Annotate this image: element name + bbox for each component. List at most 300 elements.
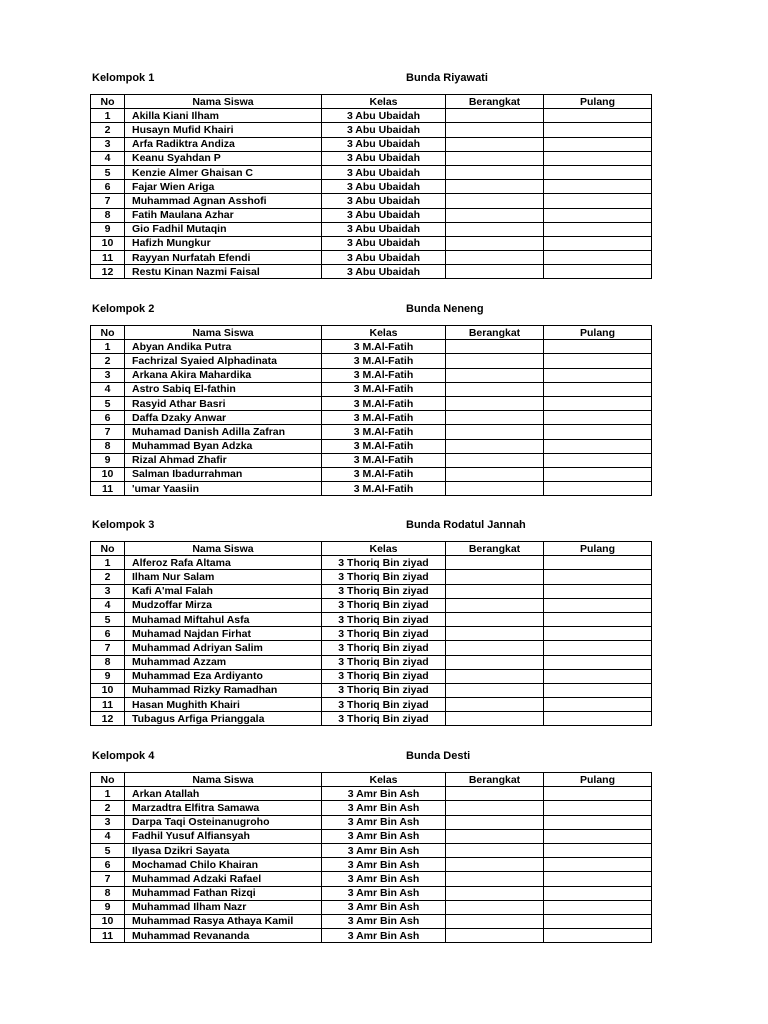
col-header-pulang: Pulang [544, 773, 652, 787]
cell-nama-siswa: Abyan Andika Putra [125, 340, 322, 354]
cell-kelas: 3 Amr Bin Ash [322, 929, 446, 943]
cell-pulang[interactable] [544, 151, 652, 165]
cell-no: 9 [91, 900, 125, 914]
cell-kelas: 3 Thoriq Bin ziyad [322, 598, 446, 612]
cell-kelas: 3 Thoriq Bin ziyad [322, 584, 446, 598]
table-row [91, 858, 652, 872]
cell-kelas: 3 M.Al-Fatih [322, 411, 446, 425]
cell-pulang[interactable] [544, 340, 652, 354]
cell-berangkat[interactable] [446, 340, 544, 354]
cell-no: 6 [91, 858, 125, 872]
cell-berangkat[interactable] [446, 900, 544, 914]
cell-kelas: 3 Amr Bin Ash [322, 801, 446, 815]
cell-pulang[interactable] [544, 354, 652, 368]
cell-no: 3 [91, 815, 125, 829]
cell-no: 12 [91, 712, 125, 726]
cell-kelas: 3 Abu Ubaidah [322, 222, 446, 236]
cell-pulang[interactable] [544, 208, 652, 222]
cell-pulang[interactable] [544, 598, 652, 612]
col-header-pulang: Pulang [544, 326, 652, 340]
group-teacher: Bunda Rodatul Jannah [406, 519, 526, 531]
cell-no: 11 [91, 929, 125, 943]
cell-nama-siswa: Tubagus Arfiga Prianggala [125, 712, 322, 726]
table-row [91, 570, 652, 584]
cell-kelas: 3 Amr Bin Ash [322, 858, 446, 872]
group-name: Kelompok 3 [92, 519, 155, 531]
table-row [91, 712, 652, 726]
col-header-no: No [91, 542, 125, 556]
cell-pulang[interactable] [544, 368, 652, 382]
cell-kelas: 3 M.Al-Fatih [322, 340, 446, 354]
cell-berangkat[interactable] [446, 396, 544, 410]
table-row [91, 655, 652, 669]
col-header-nama-siswa: Nama Siswa [125, 773, 322, 787]
col-header-no: No [91, 773, 125, 787]
cell-kelas: 3 Thoriq Bin ziyad [322, 641, 446, 655]
cell-berangkat[interactable] [446, 598, 544, 612]
cell-pulang[interactable] [544, 627, 652, 641]
cell-berangkat[interactable] [446, 570, 544, 584]
table-row [91, 340, 652, 354]
cell-kelas: 3 Thoriq Bin ziyad [322, 612, 446, 626]
col-header-kelas: Kelas [322, 773, 446, 787]
cell-pulang[interactable] [544, 858, 652, 872]
cell-kelas: 3 Abu Ubaidah [322, 208, 446, 222]
cell-kelas: 3 Thoriq Bin ziyad [322, 570, 446, 584]
col-header-nama-siswa: Nama Siswa [125, 326, 322, 340]
cell-pulang[interactable] [544, 265, 652, 279]
cell-kelas: 3 Amr Bin Ash [322, 900, 446, 914]
cell-kelas: 3 M.Al-Fatih [322, 439, 446, 453]
group-name: Kelompok 1 [92, 72, 155, 84]
cell-kelas: 3 Abu Ubaidah [322, 165, 446, 179]
cell-berangkat[interactable] [446, 354, 544, 368]
cell-no: 2 [91, 801, 125, 815]
cell-berangkat[interactable] [446, 584, 544, 598]
cell-pulang[interactable] [544, 222, 652, 236]
group-section [90, 72, 652, 279]
table-row [91, 354, 652, 368]
cell-nama-siswa: Fadhil Yusuf Alfiansyah [125, 829, 322, 843]
cell-nama-siswa: Muhamad Danish Adilla Zafran [125, 425, 322, 439]
cell-pulang[interactable] [544, 801, 652, 815]
col-header-kelas: Kelas [322, 542, 446, 556]
cell-no: 8 [91, 439, 125, 453]
table-row [91, 151, 652, 165]
cell-no: 9 [91, 669, 125, 683]
cell-kelas: 3 Amr Bin Ash [322, 787, 446, 801]
cell-pulang[interactable] [544, 669, 652, 683]
group-teacher: Bunda Neneng [406, 303, 484, 315]
table-row [91, 109, 652, 123]
table-row [91, 669, 652, 683]
col-header-berangkat: Berangkat [446, 542, 544, 556]
cell-berangkat[interactable] [446, 929, 544, 943]
cell-berangkat[interactable] [446, 829, 544, 843]
cell-pulang[interactable] [544, 584, 652, 598]
table-row [91, 165, 652, 179]
cell-no: 10 [91, 683, 125, 697]
cell-berangkat[interactable] [446, 801, 544, 815]
cell-pulang[interactable] [544, 787, 652, 801]
cell-berangkat[interactable] [446, 698, 544, 712]
cell-kelas: 3 Abu Ubaidah [322, 137, 446, 151]
table-row [91, 872, 652, 886]
cell-berangkat[interactable] [446, 265, 544, 279]
cell-kelas: 3 Amr Bin Ash [322, 815, 446, 829]
cell-pulang[interactable] [544, 194, 652, 208]
table-row [91, 482, 652, 496]
cell-no: 1 [91, 787, 125, 801]
cell-pulang[interactable] [544, 165, 652, 179]
cell-berangkat[interactable] [446, 439, 544, 453]
table-row [91, 815, 652, 829]
cell-nama-siswa: Kafi A'mal Falah [125, 584, 322, 598]
cell-pulang[interactable] [544, 180, 652, 194]
cell-kelas: 3 Abu Ubaidah [322, 151, 446, 165]
cell-nama-siswa: Rayyan Nurfatah Efendi [125, 251, 322, 265]
group-name: Kelompok 2 [92, 303, 155, 315]
cell-no: 2 [91, 354, 125, 368]
cell-nama-siswa: Darpa Taqi Osteinanugroho [125, 815, 322, 829]
col-header-berangkat: Berangkat [446, 326, 544, 340]
cell-kelas: 3 Abu Ubaidah [322, 236, 446, 250]
cell-kelas: 3 Abu Ubaidah [322, 180, 446, 194]
cell-no: 3 [91, 584, 125, 598]
cell-nama-siswa: Marzadtra Elfitra Samawa [125, 801, 322, 815]
cell-nama-siswa: Alferoz Rafa Altama [125, 556, 322, 570]
cell-berangkat[interactable] [446, 886, 544, 900]
cell-pulang[interactable] [544, 815, 652, 829]
cell-pulang[interactable] [544, 482, 652, 496]
cell-pulang[interactable] [544, 251, 652, 265]
table-row [91, 194, 652, 208]
cell-berangkat[interactable] [446, 109, 544, 123]
cell-berangkat[interactable] [446, 251, 544, 265]
cell-nama-siswa: 'umar Yaasiin [125, 482, 322, 496]
cell-no: 5 [91, 843, 125, 857]
cell-berangkat[interactable] [446, 627, 544, 641]
attendance-table [90, 325, 652, 496]
cell-no: 12 [91, 265, 125, 279]
cell-pulang[interactable] [544, 712, 652, 726]
cell-berangkat[interactable] [446, 612, 544, 626]
cell-berangkat[interactable] [446, 914, 544, 928]
cell-berangkat[interactable] [446, 482, 544, 496]
cell-kelas: 3 Thoriq Bin ziyad [322, 698, 446, 712]
cell-kelas: 3 M.Al-Fatih [322, 482, 446, 496]
cell-nama-siswa: Muhammad Adriyan Salim [125, 641, 322, 655]
cell-pulang[interactable] [544, 872, 652, 886]
cell-no: 8 [91, 886, 125, 900]
cell-nama-siswa: Akilla Kiani Ilham [125, 109, 322, 123]
table-row [91, 641, 652, 655]
cell-no: 8 [91, 655, 125, 669]
table-row [91, 843, 652, 857]
cell-no: 10 [91, 914, 125, 928]
cell-nama-siswa: Fajar Wien Ariga [125, 180, 322, 194]
cell-kelas: 3 Thoriq Bin ziyad [322, 556, 446, 570]
cell-berangkat[interactable] [446, 453, 544, 467]
group-section [90, 519, 652, 726]
table-row [91, 914, 652, 928]
cell-no: 5 [91, 396, 125, 410]
cell-berangkat[interactable] [446, 467, 544, 481]
cell-pulang[interactable] [544, 236, 652, 250]
cell-no: 11 [91, 251, 125, 265]
cell-pulang[interactable] [544, 411, 652, 425]
table-row [91, 584, 652, 598]
col-header-kelas: Kelas [322, 326, 446, 340]
col-header-pulang: Pulang [544, 95, 652, 109]
cell-pulang[interactable] [544, 396, 652, 410]
cell-no: 1 [91, 556, 125, 570]
table-header-row [91, 773, 652, 787]
cell-no: 6 [91, 411, 125, 425]
cell-nama-siswa: Fatih Maulana Azhar [125, 208, 322, 222]
group-header [90, 303, 652, 317]
table-row [91, 801, 652, 815]
cell-berangkat[interactable] [446, 165, 544, 179]
group-name: Kelompok 4 [92, 750, 155, 762]
cell-nama-siswa: Husayn Mufid Khairi [125, 123, 322, 137]
cell-nama-siswa: Hafizh Mungkur [125, 236, 322, 250]
table-header-row [91, 95, 652, 109]
table-row [91, 137, 652, 151]
cell-kelas: 3 M.Al-Fatih [322, 382, 446, 396]
cell-nama-siswa: Astro Sabiq El-fathin [125, 382, 322, 396]
cell-berangkat[interactable] [446, 815, 544, 829]
group-teacher: Bunda Desti [406, 750, 471, 762]
cell-kelas: 3 M.Al-Fatih [322, 425, 446, 439]
table-row [91, 208, 652, 222]
cell-nama-siswa: Muhammad Azzam [125, 655, 322, 669]
cell-nama-siswa: Ilham Nur Salam [125, 570, 322, 584]
cell-kelas: 3 Amr Bin Ash [322, 914, 446, 928]
cell-nama-siswa: Muhammad Revananda [125, 929, 322, 943]
cell-no: 2 [91, 570, 125, 584]
table-row [91, 627, 652, 641]
cell-berangkat[interactable] [446, 236, 544, 250]
cell-berangkat[interactable] [446, 180, 544, 194]
col-header-berangkat: Berangkat [446, 95, 544, 109]
cell-no: 9 [91, 222, 125, 236]
cell-kelas: 3 M.Al-Fatih [322, 453, 446, 467]
cell-kelas: 3 M.Al-Fatih [322, 354, 446, 368]
cell-pulang[interactable] [544, 570, 652, 584]
cell-kelas: 3 Amr Bin Ash [322, 872, 446, 886]
cell-no: 10 [91, 467, 125, 481]
table-row [91, 251, 652, 265]
cell-berangkat[interactable] [446, 151, 544, 165]
cell-berangkat[interactable] [446, 655, 544, 669]
table-row [91, 368, 652, 382]
cell-pulang[interactable] [544, 123, 652, 137]
cell-berangkat[interactable] [446, 787, 544, 801]
cell-berangkat[interactable] [446, 382, 544, 396]
table-row [91, 236, 652, 250]
table-row [91, 439, 652, 453]
cell-nama-siswa: Muhammad Rizky Ramadhan [125, 683, 322, 697]
table-row [91, 829, 652, 843]
cell-pulang[interactable] [544, 556, 652, 570]
cell-nama-siswa: Arkana Akira Mahardika [125, 368, 322, 382]
cell-pulang[interactable] [544, 698, 652, 712]
cell-pulang[interactable] [544, 914, 652, 928]
cell-no: 7 [91, 194, 125, 208]
cell-no: 7 [91, 425, 125, 439]
cell-kelas: 3 M.Al-Fatih [322, 396, 446, 410]
cell-no: 1 [91, 340, 125, 354]
cell-nama-siswa: Muhammad Ilham Nazr [125, 900, 322, 914]
cell-no: 10 [91, 236, 125, 250]
cell-berangkat[interactable] [446, 194, 544, 208]
cell-pulang[interactable] [544, 467, 652, 481]
table-row [91, 886, 652, 900]
cell-berangkat[interactable] [446, 368, 544, 382]
cell-nama-siswa: Muhammad Adzaki Rafael [125, 872, 322, 886]
cell-no: 4 [91, 598, 125, 612]
cell-nama-siswa: Keanu Syahdan P [125, 151, 322, 165]
cell-berangkat[interactable] [446, 411, 544, 425]
cell-nama-siswa: Salman Ibadurrahman [125, 467, 322, 481]
col-header-pulang: Pulang [544, 542, 652, 556]
cell-pulang[interactable] [544, 453, 652, 467]
group-header [90, 72, 652, 86]
table-row [91, 598, 652, 612]
cell-kelas: 3 Abu Ubaidah [322, 265, 446, 279]
cell-nama-siswa: Gio Fadhil Mutaqin [125, 222, 322, 236]
cell-nama-siswa: Arkan Atallah [125, 787, 322, 801]
cell-pulang[interactable] [544, 137, 652, 151]
cell-nama-siswa: Hasan Mughith Khairi [125, 698, 322, 712]
cell-kelas: 3 Abu Ubaidah [322, 194, 446, 208]
col-header-berangkat: Berangkat [446, 773, 544, 787]
table-row [91, 612, 652, 626]
table-row [91, 265, 652, 279]
cell-no: 5 [91, 612, 125, 626]
cell-pulang[interactable] [544, 829, 652, 843]
cell-kelas: 3 Amr Bin Ash [322, 829, 446, 843]
cell-nama-siswa: Kenzie Almer Ghaisan C [125, 165, 322, 179]
cell-berangkat[interactable] [446, 683, 544, 697]
table-row [91, 556, 652, 570]
table-row [91, 123, 652, 137]
cell-pulang[interactable] [544, 843, 652, 857]
cell-berangkat[interactable] [446, 137, 544, 151]
cell-pulang[interactable] [544, 612, 652, 626]
group-section [90, 750, 652, 943]
table-row [91, 787, 652, 801]
cell-kelas: 3 Thoriq Bin ziyad [322, 655, 446, 669]
cell-pulang[interactable] [544, 109, 652, 123]
cell-pulang[interactable] [544, 439, 652, 453]
cell-berangkat[interactable] [446, 556, 544, 570]
cell-berangkat[interactable] [446, 425, 544, 439]
cell-nama-siswa: Mudzoffar Mirza [125, 598, 322, 612]
col-header-kelas: Kelas [322, 95, 446, 109]
cell-nama-siswa: Muhammad Eza Ardiyanto [125, 669, 322, 683]
table-header-row [91, 542, 652, 556]
table-row [91, 222, 652, 236]
table-header-row [91, 326, 652, 340]
cell-no: 7 [91, 872, 125, 886]
attendance-table [90, 94, 652, 279]
cell-nama-siswa: Muhamad Najdan Firhat [125, 627, 322, 641]
cell-no: 2 [91, 123, 125, 137]
cell-nama-siswa: Rizal Ahmad Zhafir [125, 453, 322, 467]
group-header [90, 519, 652, 533]
cell-no: 3 [91, 368, 125, 382]
cell-no: 3 [91, 137, 125, 151]
cell-nama-siswa: Arfa Radiktra Andiza [125, 137, 322, 151]
cell-berangkat[interactable] [446, 641, 544, 655]
cell-kelas: 3 Thoriq Bin ziyad [322, 712, 446, 726]
cell-berangkat[interactable] [446, 843, 544, 857]
cell-pulang[interactable] [544, 425, 652, 439]
cell-no: 7 [91, 641, 125, 655]
cell-nama-siswa: Ilyasa Dzikri Sayata [125, 843, 322, 857]
cell-berangkat[interactable] [446, 123, 544, 137]
cell-nama-siswa: Muhammad Rasya Athaya Kamil [125, 914, 322, 928]
table-row [91, 453, 652, 467]
col-header-nama-siswa: Nama Siswa [125, 95, 322, 109]
cell-berangkat[interactable] [446, 712, 544, 726]
table-row [91, 396, 652, 410]
cell-no: 5 [91, 165, 125, 179]
attendance-table [90, 541, 652, 726]
cell-kelas: 3 Amr Bin Ash [322, 843, 446, 857]
cell-pulang[interactable] [544, 900, 652, 914]
cell-kelas: 3 M.Al-Fatih [322, 467, 446, 481]
table-row [91, 382, 652, 396]
col-header-no: No [91, 326, 125, 340]
cell-no: 4 [91, 151, 125, 165]
table-row [91, 698, 652, 712]
cell-pulang[interactable] [544, 929, 652, 943]
group-header [90, 750, 652, 764]
cell-pulang[interactable] [544, 655, 652, 669]
cell-no: 9 [91, 453, 125, 467]
cell-no: 1 [91, 109, 125, 123]
cell-no: 4 [91, 829, 125, 843]
cell-nama-siswa: Restu Kinan Nazmi Faisal [125, 265, 322, 279]
cell-no: 4 [91, 382, 125, 396]
table-row [91, 900, 652, 914]
cell-kelas: 3 Abu Ubaidah [322, 123, 446, 137]
cell-kelas: 3 Abu Ubaidah [322, 109, 446, 123]
cell-no: 11 [91, 482, 125, 496]
attendance-table [90, 772, 652, 943]
cell-nama-siswa: Muhammad Agnan Asshofi [125, 194, 322, 208]
cell-pulang[interactable] [544, 683, 652, 697]
cell-nama-siswa: Muhammad Fathan Rizqi [125, 886, 322, 900]
cell-pulang[interactable] [544, 886, 652, 900]
cell-pulang[interactable] [544, 382, 652, 396]
cell-pulang[interactable] [544, 641, 652, 655]
cell-kelas: 3 Amr Bin Ash [322, 886, 446, 900]
cell-no: 6 [91, 180, 125, 194]
cell-berangkat[interactable] [446, 858, 544, 872]
cell-berangkat[interactable] [446, 669, 544, 683]
cell-berangkat[interactable] [446, 872, 544, 886]
cell-berangkat[interactable] [446, 208, 544, 222]
group-teacher: Bunda Riyawati [406, 72, 488, 84]
cell-kelas: 3 Thoriq Bin ziyad [322, 627, 446, 641]
cell-berangkat[interactable] [446, 222, 544, 236]
cell-nama-siswa: Daffa Dzaky Anwar [125, 411, 322, 425]
cell-nama-siswa: Muhamad Miftahul Asfa [125, 612, 322, 626]
